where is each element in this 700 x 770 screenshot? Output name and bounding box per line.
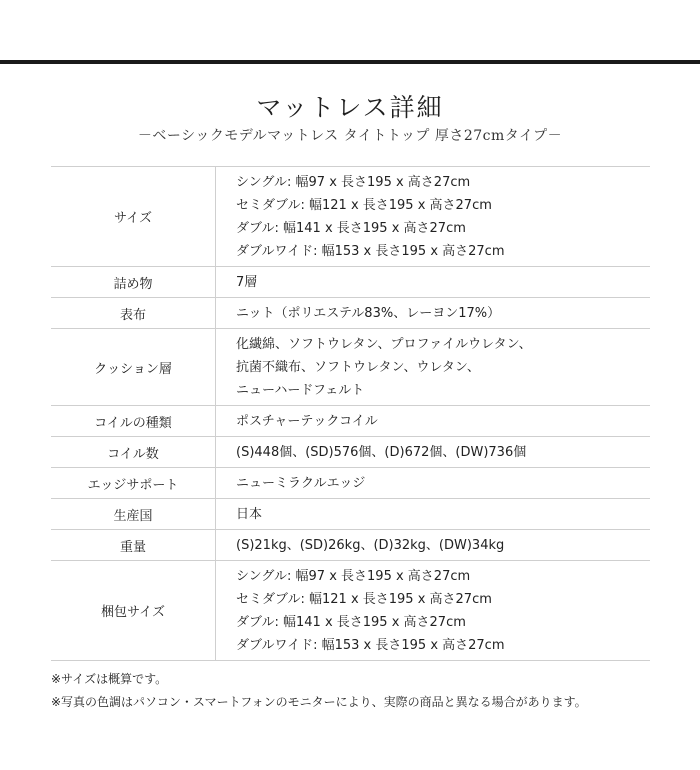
page-subtitle: －ベーシックモデルマットレス タイトトップ 厚さ27cmタイプ－ bbox=[137, 128, 563, 144]
spec-value-line: セミダブル: 幅121 x 長さ195 x 高さ27cm bbox=[236, 591, 492, 607]
spec-value-line: ニューハードフェルト bbox=[236, 382, 365, 398]
spec-value bbox=[216, 167, 651, 267]
spec-row-filling bbox=[51, 267, 650, 298]
spec-label: サイズ bbox=[51, 167, 216, 267]
spec-value bbox=[216, 468, 651, 499]
spec-value-line: ダブル: 幅141 x 長さ195 x 高さ27cm bbox=[236, 220, 466, 236]
top-divider bbox=[0, 60, 700, 64]
spec-row-weight bbox=[51, 530, 650, 561]
spec-value-line: シングル: 幅97 x 長さ195 x 高さ27cm bbox=[236, 568, 471, 584]
spec-label: 梱包サイズ bbox=[51, 561, 216, 661]
spec-value-line: 化繊綿、ソフトウレタン、プロファイルウレタン、 bbox=[236, 336, 532, 352]
spec-row-origin bbox=[51, 499, 650, 530]
spec-label: エッジサポート bbox=[51, 468, 216, 499]
spec-value bbox=[216, 561, 651, 661]
spec-value-line: ダブル: 幅141 x 長さ195 x 高さ27cm bbox=[236, 614, 466, 630]
page-title: マットレス詳細 bbox=[256, 93, 444, 122]
spec-value-line: 日本 bbox=[236, 506, 263, 522]
spec-row-edge-support bbox=[51, 468, 650, 499]
spec-label: 生産国 bbox=[51, 499, 216, 530]
spec-label: 詰め物 bbox=[51, 267, 216, 298]
spec-label: コイルの種類 bbox=[51, 406, 216, 437]
spec-row-coil-count bbox=[51, 437, 650, 468]
footnote: ※サイズは概算です。 bbox=[51, 672, 168, 686]
spec-label: コイル数 bbox=[51, 437, 216, 468]
spec-value bbox=[216, 437, 651, 468]
spec-value bbox=[216, 329, 651, 406]
spec-value-line: (S)448個、(SD)576個、(D)672個、(DW)736個 bbox=[236, 444, 527, 460]
spec-row-coil-type bbox=[51, 406, 650, 437]
spec-value-line: ニット（ポリエステル83%、レーヨン17%） bbox=[236, 305, 501, 321]
spec-value bbox=[216, 499, 651, 530]
spec-value-line: シングル: 幅97 x 長さ195 x 高さ27cm bbox=[236, 174, 471, 190]
spec-label: 表布 bbox=[51, 298, 216, 329]
spec-value bbox=[216, 530, 651, 561]
spec-value-line: ポスチャーテックコイル bbox=[236, 413, 378, 429]
spec-value-line: ニューミラクルエッジ bbox=[236, 475, 366, 491]
spec-row-size bbox=[51, 167, 650, 267]
spec-value-line: セミダブル: 幅121 x 長さ195 x 高さ27cm bbox=[236, 197, 492, 213]
spec-value bbox=[216, 267, 651, 298]
footnotes bbox=[51, 668, 671, 714]
spec-label: クッション層 bbox=[51, 329, 216, 406]
footnote: ※写真の色調はパソコン・スマートフォンのモニターにより、実際の商品と異なる場合があります。 bbox=[51, 695, 587, 709]
spec-row-package-size bbox=[51, 561, 650, 661]
spec-value-line: ダブルワイド: 幅153 x 長さ195 x 高さ27cm bbox=[236, 243, 505, 259]
spec-value-line: 7層 bbox=[236, 274, 258, 290]
spec-value bbox=[216, 298, 651, 329]
spec-table bbox=[51, 166, 650, 661]
spec-row-cushion bbox=[51, 329, 650, 406]
spec-value-line: (S)21kg、(SD)26kg、(D)32kg、(DW)34kg bbox=[236, 537, 505, 553]
spec-value bbox=[216, 406, 651, 437]
spec-label: 重量 bbox=[51, 530, 216, 561]
spec-value-line: ダブルワイド: 幅153 x 長さ195 x 高さ27cm bbox=[236, 637, 505, 653]
spec-value-line: 抗菌不織布、ソフトウレタン、ウレタン、 bbox=[236, 359, 480, 375]
spec-row-fabric bbox=[51, 298, 650, 329]
